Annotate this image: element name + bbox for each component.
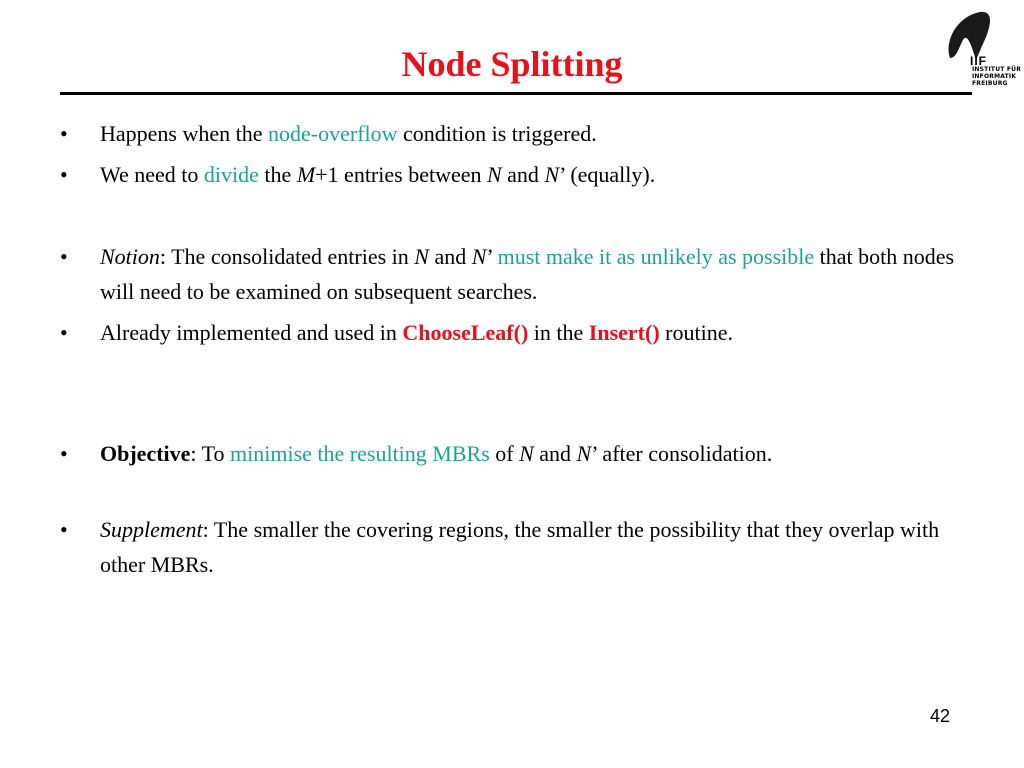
bullet-dot: •: [60, 244, 68, 269]
bullet-1-text: Happens when the node-overflow condition is triggered.: [100, 121, 597, 146]
bullet-5: [60, 436, 960, 506]
bullet-5-text: Objective: To minimise the resulting MBRs of N and N’ after consolidation.: [100, 441, 773, 466]
bullet-3-text: Notion: The consolidated entries in N and N’ must make it as unlikely as possible that both nodes will need to be examined on subsequent searches.: [100, 244, 955, 304]
bullet-dot: •: [60, 517, 68, 542]
bullet-2-text: We need to divide the M+1 entries between N and N’ (equally).: [100, 162, 656, 187]
bullet-6: [60, 512, 960, 582]
slide-title: Node Splitting: [401, 44, 623, 84]
logo-caption: INSTITUT FÜR INFORMATIK FREIBURG: [972, 66, 1022, 87]
bullet-dot: •: [60, 162, 68, 187]
logo-mark: IIF: [970, 54, 987, 68]
bullet-dot: •: [60, 121, 68, 146]
bullet-4-text: Already implemented and used in ChooseLeaf() in the Insert() routine.: [100, 320, 733, 345]
bullet-dot: •: [60, 441, 68, 466]
page-number: 42: [930, 706, 951, 726]
bullet-dot: •: [60, 320, 68, 345]
title-divider: [60, 92, 972, 95]
bullet-6-text: Supplement: The smaller the covering regions, the smaller the possibility that they overlap with other MBRs.: [100, 517, 940, 577]
bullet-3: [60, 239, 960, 309]
